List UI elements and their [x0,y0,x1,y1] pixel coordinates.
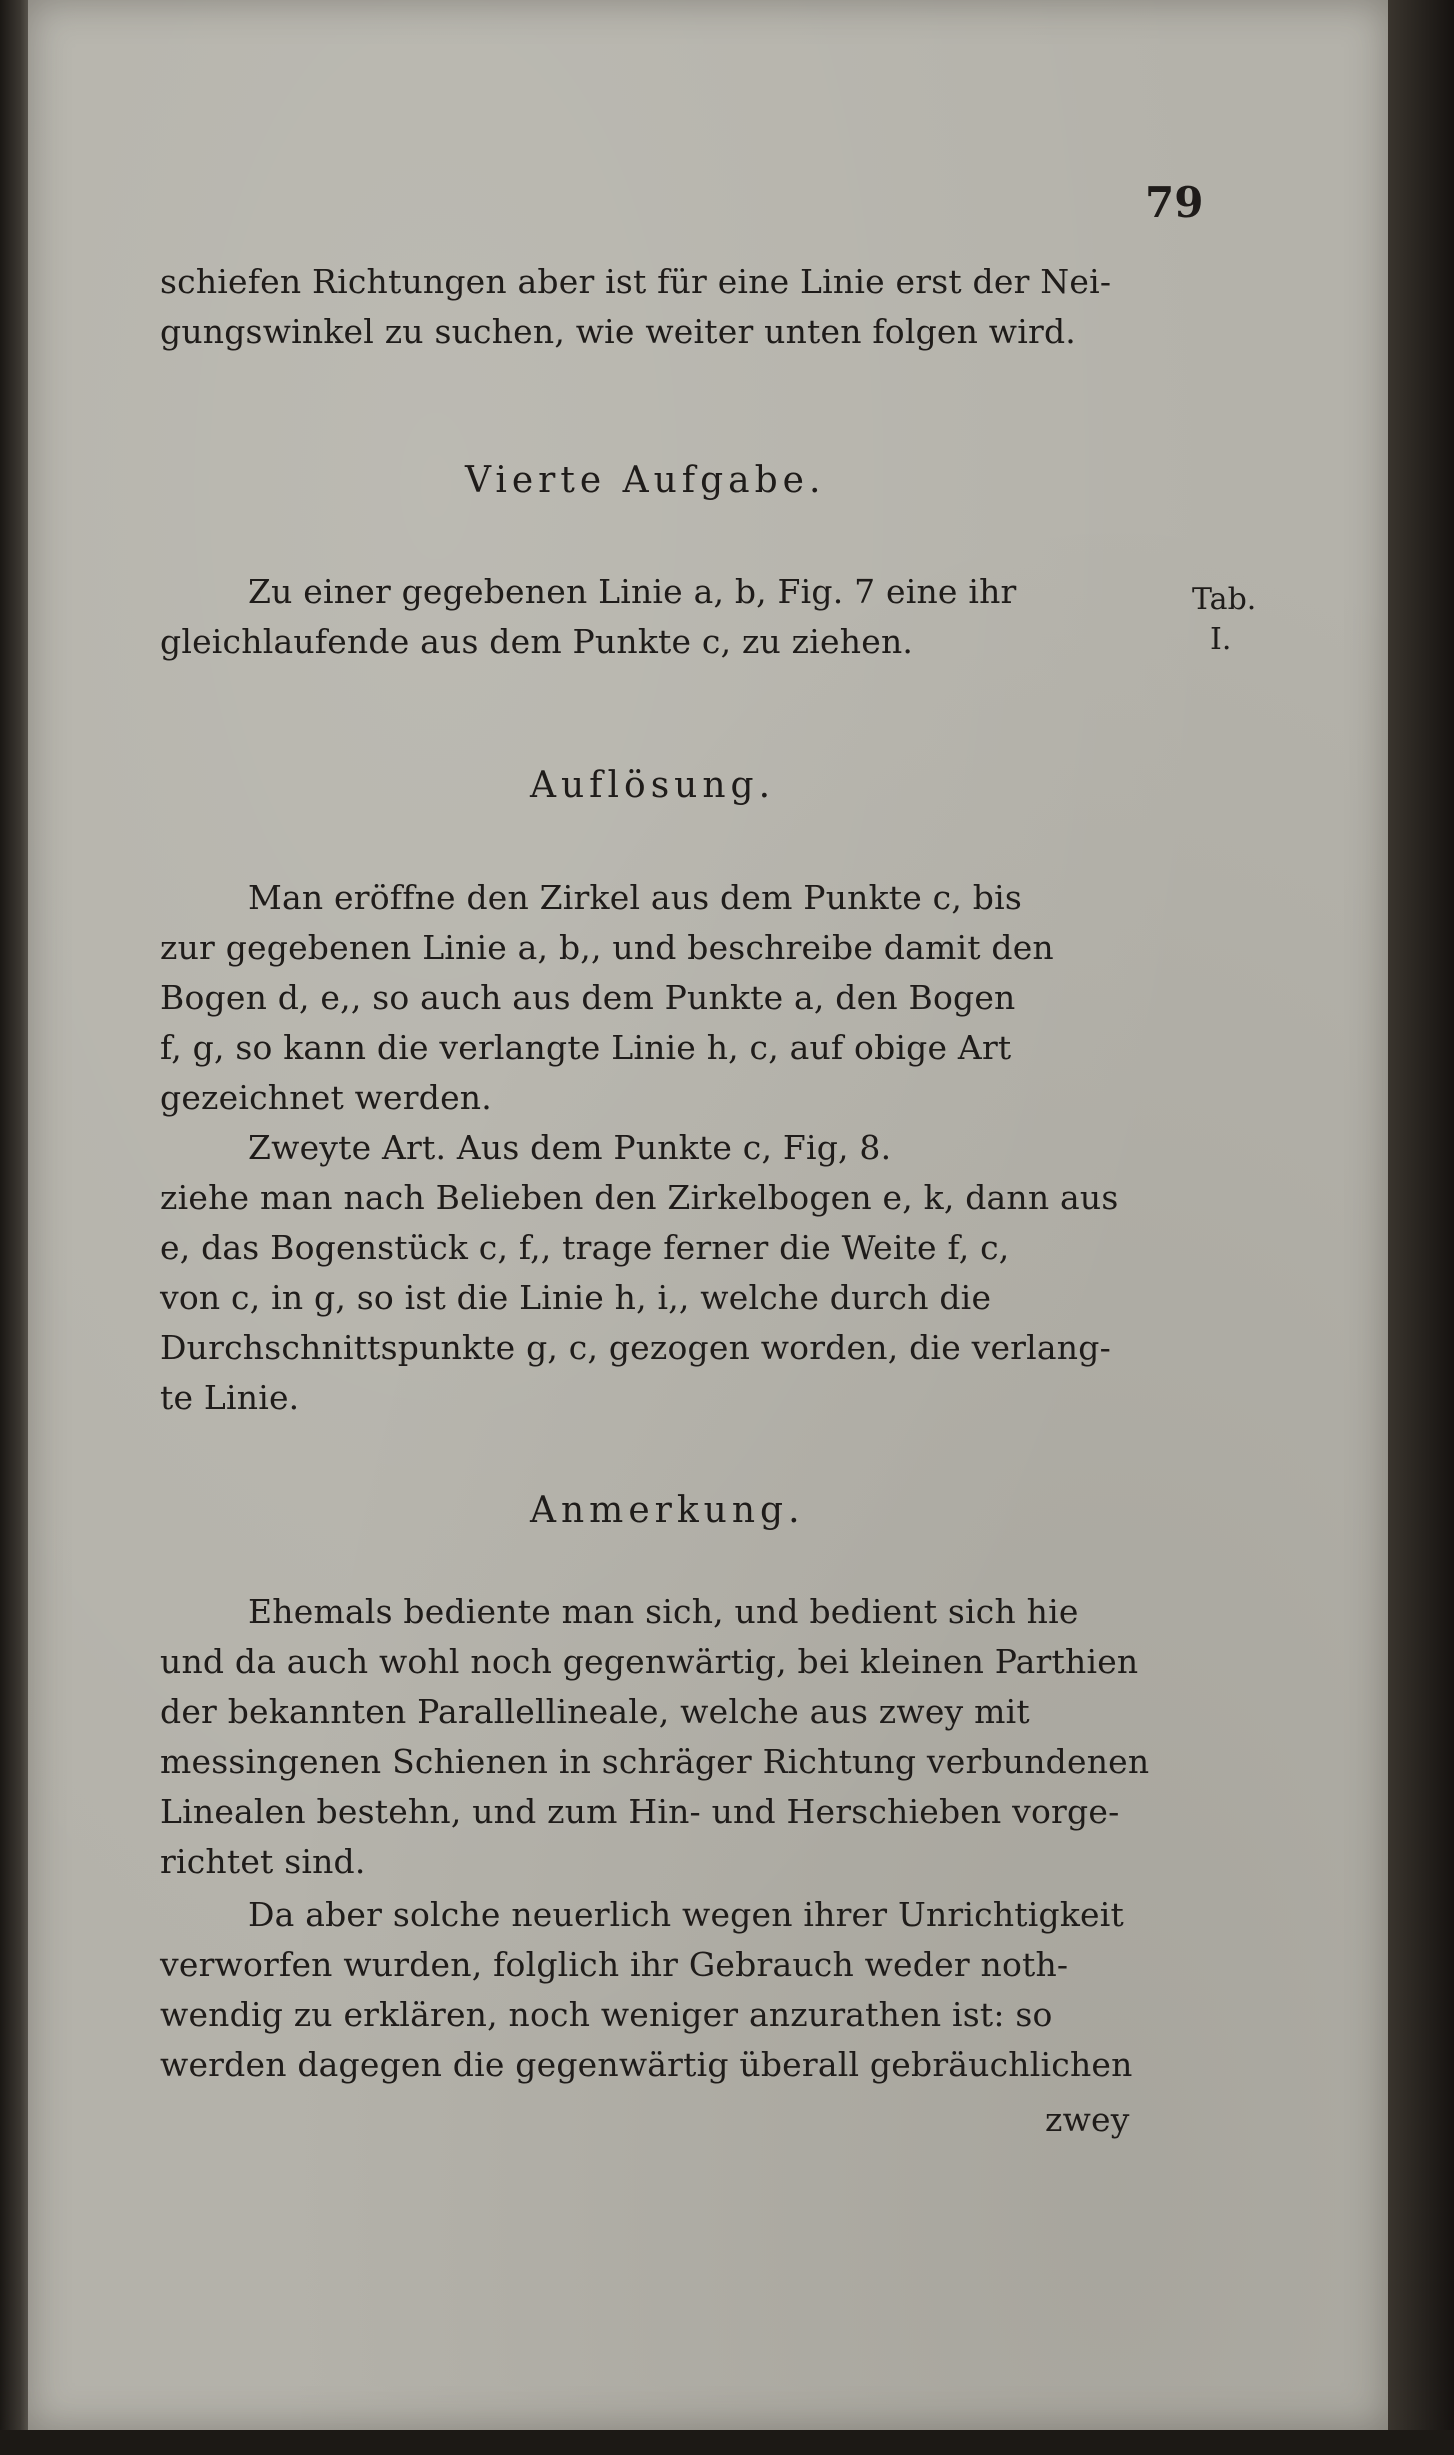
solution-p2-line-5: Durchschnittspunkte g, c, gezogen worden, die verlang- [160,1328,1111,1367]
page-edge-right [1388,0,1454,2455]
margin-note-number: I. [1210,622,1232,657]
intro-line-2: gungswinkel zu suchen, wie weiter unten folgen wird. [160,312,1076,351]
note-p1-line-2: und da auch wohl noch gegenwärtig, bei kleinen Parthien [160,1642,1139,1681]
solution-p2-line-4: von c, in g, so ist die Linie h, i,, welche durch die [160,1278,992,1317]
solution-p1-line-2: zur gegebenen Linie a, b,, und beschreibe damit den [160,928,1054,967]
solution-p1-line-3: Bogen d, e,, so auch aus dem Punkte a, den Bogen [160,978,1016,1017]
solution-p2-line-1: Zweyte Art. Aus dem Punkte c, Fig, 8. [248,1128,892,1167]
solution-p2-line-6: te Linie. [160,1378,300,1417]
note-p1-line-3: der bekannten Parallellineale, welche aus zwey mit [160,1692,1030,1731]
note-p1-line-6: richtet sind. [160,1842,366,1881]
solution-p2-line-3: e, das Bogenstück c, f,, trage ferner die Weite f, c, [160,1228,1010,1267]
catchword: zwey [1045,2100,1130,2139]
note-heading: Anmerkung. [530,1490,805,1531]
solution-p1-line-4: f, g, so kann die verlangte Linie h, c, auf obige Art [160,1028,1012,1067]
solution-p1-line-1: Man eröffne den Zirkel aus dem Punkte c, bis [248,878,1022,917]
note-p2-line-3: wendig zu erklären, noch weniger anzurathen ist: so [160,1995,1053,2034]
note-p1-line-4: messingenen Schienen in schräger Richtung verbundenen [160,1742,1150,1781]
note-p1-line-5: Linealen bestehn, und zum Hin- und Herschieben vorge- [160,1792,1120,1831]
note-p1-line-1: Ehemals bediente man sich, und bedient sich hie [248,1592,1079,1631]
task-line-2: gleichlaufende aus dem Punkte c, zu ziehen. [160,622,914,661]
margin-note-tab: Tab. [1192,582,1257,617]
note-p2-line-4: werden dagegen die gegenwärtig überall gebräuchlichen [160,2045,1133,2084]
solution-p1-line-5: gezeichnet werden. [160,1078,492,1117]
solution-heading: Auflösung. [530,765,776,806]
intro-line-1: schiefen Richtungen aber ist für eine Linie erst der Nei- [160,262,1112,301]
task-heading: Vierte Aufgabe. [465,460,826,501]
note-p2-line-2: verworfen wurden, folglich ihr Gebrauch weder noth- [160,1945,1069,1984]
task-line-1: Zu einer gegebenen Linie a, b, Fig. 7 eine ihr [248,572,1017,611]
page-edge-bottom [0,2430,1454,2455]
note-p2-line-1: Da aber solche neuerlich wegen ihrer Unrichtigkeit [248,1895,1124,1934]
page-number: 79 [1145,178,1204,227]
solution-p2-line-2: ziehe man nach Belieben den Zirkelbogen e, k, dann aus [160,1178,1119,1217]
